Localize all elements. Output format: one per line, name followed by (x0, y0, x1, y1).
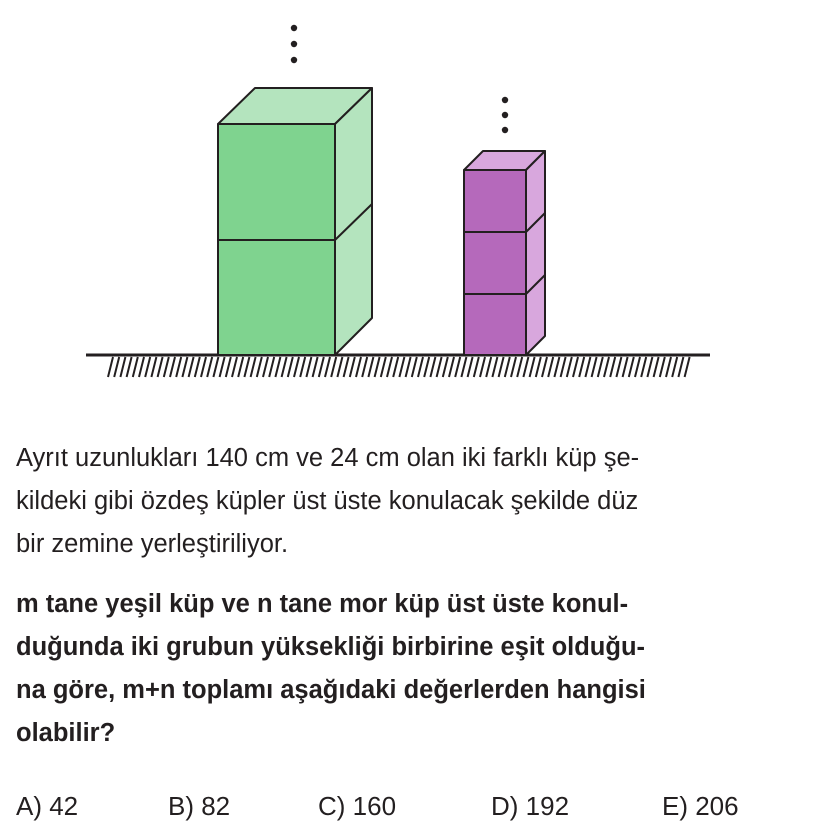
purple-cube-side-face (526, 151, 545, 355)
purple-cube-front-2 (464, 232, 526, 294)
problem-statement (16, 437, 816, 566)
option-c[interactable]: C) 160 (318, 791, 397, 821)
statement-line-1: Ayrıt uzunlukları 140 cm ve 24 cm olan iki farklı küp şe- (16, 444, 640, 472)
option-a[interactable]: A) 42 (16, 791, 79, 821)
question-line-2: duğunda iki grubun yüksekliği birbirine eşit olduğu- (16, 633, 646, 661)
green-cube-front-upper (218, 124, 335, 240)
green-cube-stack (218, 88, 372, 355)
question-text (16, 583, 816, 755)
purple-cube-front-1 (464, 170, 526, 232)
option-e[interactable]: E) 206 (662, 791, 739, 821)
ground (86, 355, 710, 377)
option-d[interactable]: D) 192 (491, 791, 570, 821)
purple-cube-stack (464, 151, 545, 355)
answer-options (0, 784, 829, 828)
question-line-4: olabilir? (16, 719, 116, 747)
green-stack-continuation-dots (291, 25, 297, 63)
ground-hatching (108, 357, 690, 377)
purple-cube-front-3 (464, 294, 526, 355)
question-line-1: m tane yeşil küp ve n tane mor küp üst üste konul- (16, 590, 629, 618)
statement-line-2: kildeki gibi özdeş küpler üst üste konulacak şekilde düz (16, 487, 639, 515)
purple-stack-continuation-dots (502, 97, 508, 133)
question-line-3: na göre, m+n toplamı aşağıdaki değerlerden hangisi (16, 676, 646, 704)
statement-line-3: bir zemine yerleştiriliyor. (16, 530, 289, 558)
green-cube-front-lower (218, 240, 335, 355)
option-b[interactable]: B) 82 (168, 791, 231, 821)
